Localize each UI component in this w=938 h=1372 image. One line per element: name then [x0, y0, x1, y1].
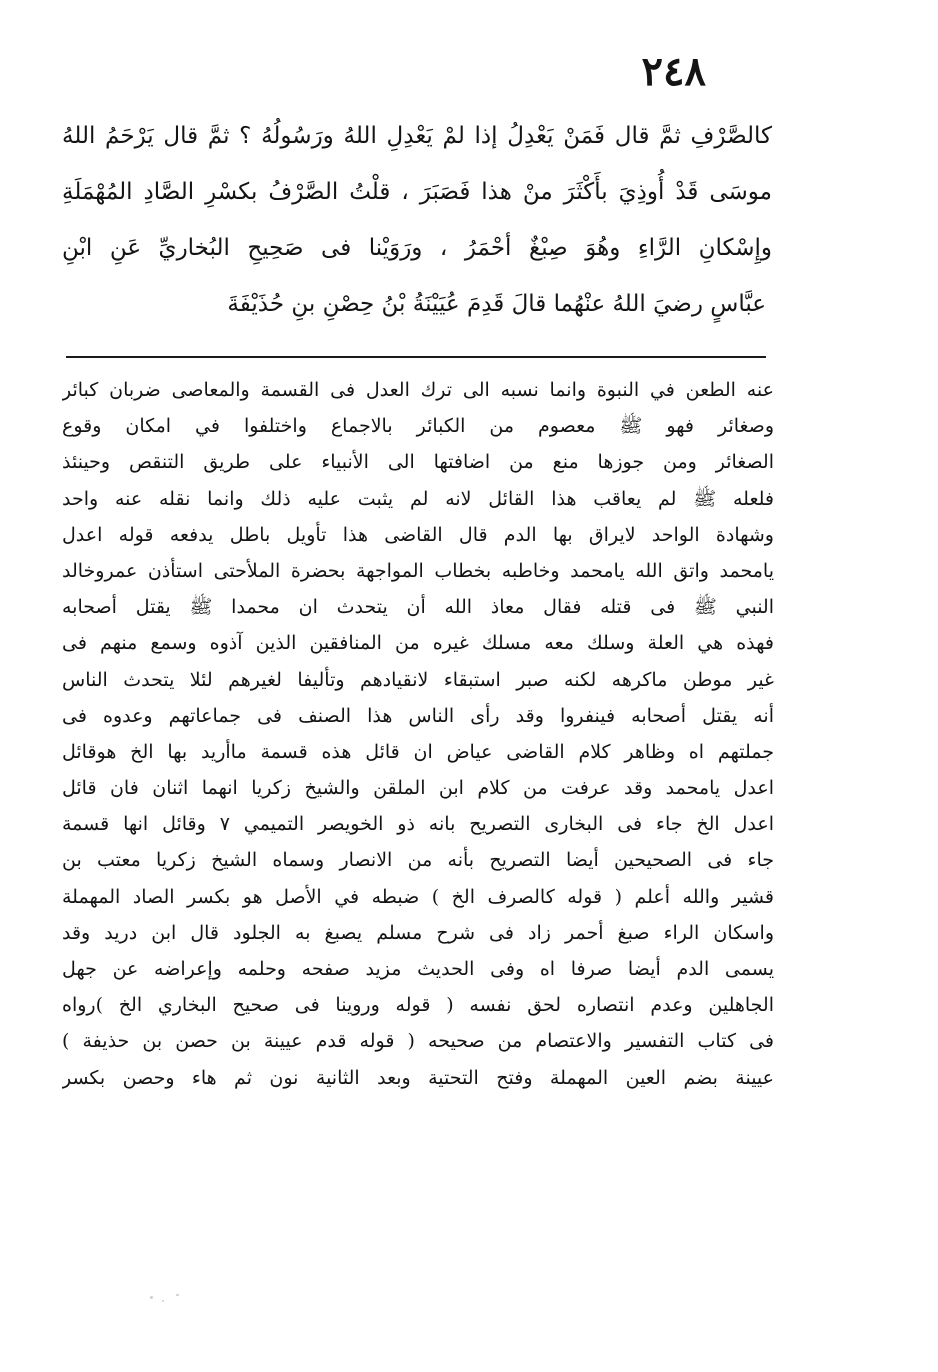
scan-speck — [162, 1300, 164, 1302]
commentary-line: غير موطن ماكرهه لكنه صبر استبقاء لانقيادهم وتأليفا لغيرهم لئلا يتحدث الناس — [62, 668, 774, 691]
page-number: ٢٤٨ — [641, 48, 706, 95]
commentary-line: الصغائر ومن جوزها منع من اضافتها الى الأنبياء على طريق التنقص وحينئذ — [62, 451, 774, 474]
commentary-line: وصغائر فهو ﷺ معصوم من الكبائر بالاجماع واختلفوا في امكان وقوع — [62, 415, 774, 438]
commentary-line: عنه الطعن في النبوة وانما نسبه الى ترك العدل فى القسمة والمعاصى ضربان كبائر — [62, 379, 774, 401]
commentary-line: جملتهم اه وظاهر كلام القاضى عياض ان قائل هذه قسمة ماأريد بها الخ هوقائل — [62, 740, 774, 763]
commentary-line: قشير والله أعلم ( قوله كالصرف الخ ) ضبطه في الأصل هو بكسر الصاد المهملة — [62, 885, 774, 908]
main-text-line: موسَى قَدْ أُوذِيَ بأَكْثَرَ منْ هذا فَصَبَرَ ، قلْتُ الصَّرْفُ بكسْرِ الصَّادِ المُهْمَلَةِ — [62, 179, 772, 205]
main-text-block — [62, 108, 772, 332]
commentary-line: فهذه هي العلة وسلك معه مسلك غيره من المنافقين الذين آذوه وسمع منهم فى — [62, 632, 774, 655]
commentary-line: النبي ﷺ فى قتله فقال معاذ الله أن يتحدث ان محمدا ﷺ يقتل أصحابه — [62, 596, 774, 619]
commentary-line: وشهادة الواحد لايراق بها الدم قال القاضى هذا تأويل باطل يدفعه قوله اعدل — [62, 523, 774, 546]
commentary-line: واسكان الراء صبغ أحمر زاد فى شرح مسلم يصبغ به الجلود قال ابن دريد وقد — [62, 921, 774, 944]
commentary-line: فلعله ﷺ لم يعاقب هذا القائل لانه لم يثبت عليه ذلك وانما نقله عنه واحد — [62, 487, 774, 510]
section-divider — [66, 356, 766, 358]
commentary-line: يامحمد واتق الله يامحمد وخاطبه بخطاب المواجهة بحضرة الملأحتى استأذن عمروخالد — [62, 559, 774, 582]
commentary-line: اعدل الخ جاء فى البخارى التصريح بانه ذو الخويصر التميمي ٧ وقائل انها قسمة — [62, 813, 774, 836]
commentary-line: عيينة بضم العين المهملة وفتح التحتية وبعد الثانية نون ثم هاء وحصن بكسر — [62, 1066, 774, 1089]
commentary-block — [62, 372, 774, 1096]
commentary-line: أنه يقتل أصحابه فينفروا وقد رأى الناس هذا الصنف فى جماعاتهم وعدوه فى — [62, 704, 774, 727]
scan-speck — [176, 1294, 179, 1296]
commentary-line: يسمى الدم أيضا صرفا اه وفى الحديث مزيد صفحه وحلمه وإعراضه عن جهل — [62, 958, 774, 980]
main-text-line: وإِسْكانِ الرَّاءِ وهُوَ صِبْغٌ أحْمَرُ ، ورَوَيْنا فى صَحِيحِ البُخاريِّ عَنِ ابْنِ — [62, 235, 772, 261]
scan-speck — [150, 1296, 153, 1299]
commentary-line: فى كتاب التفسير والاعتصام من صحيحه ( قوله قدم عيينة بن حصن بن حذيفة ) — [62, 1030, 774, 1053]
commentary-line: جاء فى الصحيحين أيضا التصريح بأنه من الانصار وسماه الشيخ زكريا معتب بن — [62, 849, 774, 872]
main-text-line: عبَّاسٍ رضيَ اللهُ عنْهُما قالَ قَدِمَ عُيَيْنَةُ بْنُ حِصْنِ بنِ حُذَيْفَةَ — [227, 291, 766, 317]
commentary-line: الجاهلين وعدم انتصاره لحق نفسه ( قوله وروينا فى صحيح البخاري الخ )رواه — [62, 994, 774, 1017]
main-text-line: كالصَّرْفِ ثمَّ قال فَمَنْ يَعْدِلُ إذا لمْ يَعْدِلِ اللهُ ورَسُولُهُ ؟ ثمَّ قال يَرْحَمُ اللهُ — [62, 123, 772, 149]
commentary-line: اعدل يامحمد وقد عرفت من كلام ابن الملقن والشيخ زكريا انهما اثنان فان قائل — [62, 777, 774, 800]
